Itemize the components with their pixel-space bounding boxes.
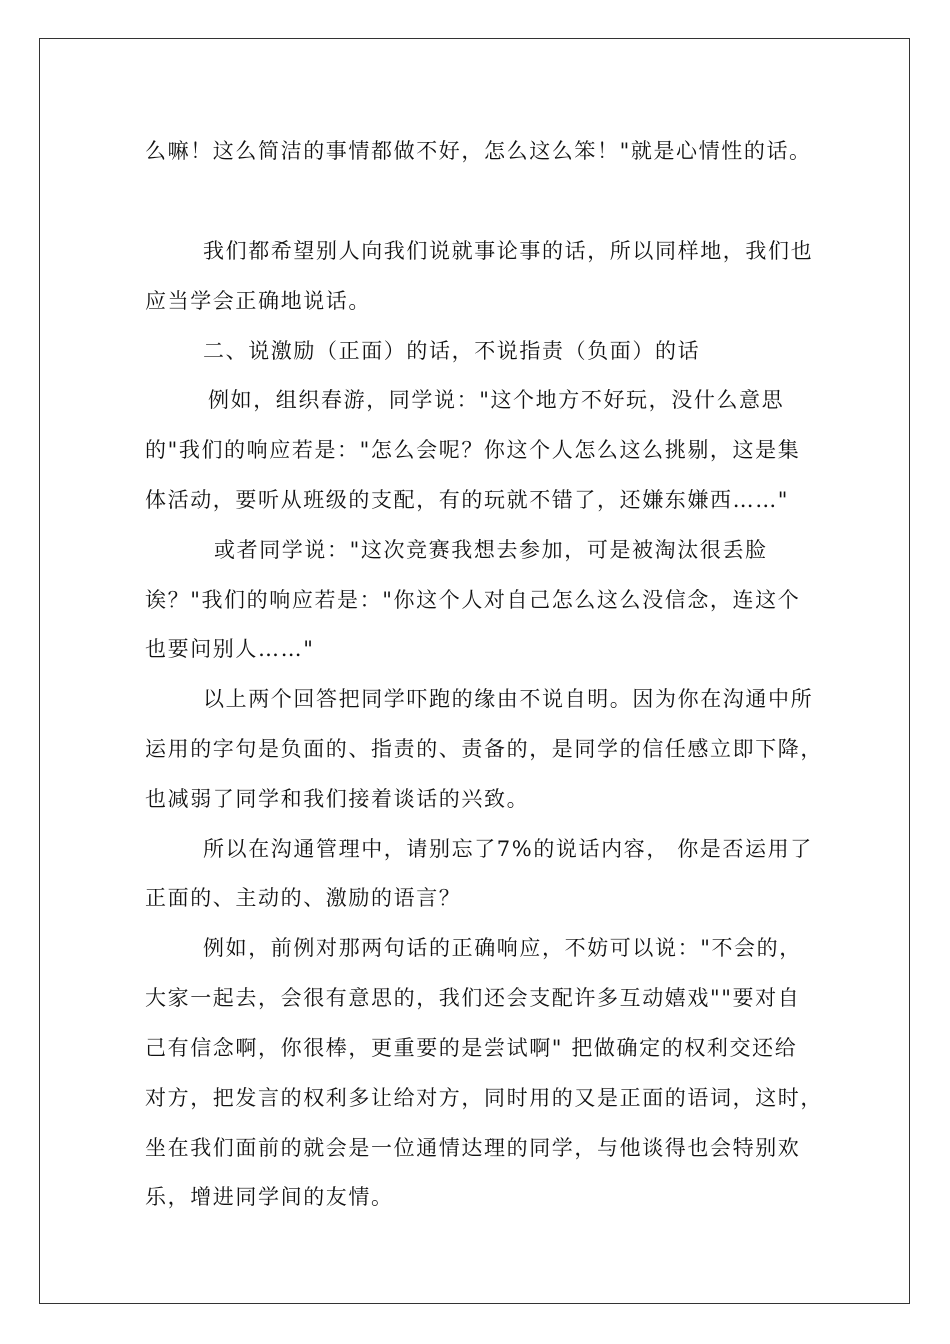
- text-line: 乐，增进同学间的友情。: [145, 1185, 394, 1209]
- text-line: 或者同学说："这次竞赛我想去参加，可是被淘汰很丢脸: [214, 538, 768, 562]
- text-line: 对方，把发言的权利多让给对方，同时用的又是正面的语词，这时，: [145, 1086, 823, 1110]
- page-border: [39, 38, 910, 1304]
- text-line: 也减弱了同学和我们接着谈话的兴致。: [145, 787, 530, 811]
- text-line: 正面的、主动的、激励的语言？: [145, 886, 462, 910]
- text-line: 体活动，要听从班级的支配，有的玩就不错了，还嫌东嫌西……": [145, 488, 790, 512]
- text-line: 例如，组织春游，同学说："这个地方不好玩，没什么意思: [208, 388, 785, 412]
- text-line: 以上两个回答把同学吓跑的缘由不说自明。因为你在沟通中所: [203, 687, 814, 711]
- section-heading: 二、说激励（正面）的话，不说指责（负面）的话: [203, 339, 701, 363]
- text-line: 么嘛！这么简洁的事情都做不好，怎么这么笨！"就是心情性的话。: [145, 139, 812, 163]
- text-line: 应当学会正确地说话。: [145, 289, 371, 313]
- text-line: 大家一起去，会很有意思的，我们还会支配许多互动嬉戏""要对自: [145, 986, 801, 1010]
- text-line: 我们都希望别人向我们说就事论事的话，所以同样地，我们也: [203, 239, 814, 263]
- text-line: 的"我们的响应若是："怎么会呢？你这个人怎么这么挑剔，这是集: [145, 438, 801, 462]
- text-line: 运用的字句是负面的、指责的、责备的，是同学的信任感立即下降，: [145, 737, 823, 761]
- text-line: 坐在我们面前的就会是一位通情达理的同学，与他谈得也会特别欢: [145, 1136, 801, 1160]
- text-line: 诶？"我们的响应若是："你这个人对自己怎么这么没信念，连这个: [145, 588, 801, 612]
- text-line: 也要问别人……": [145, 637, 315, 661]
- text-line: 己有信念啊，你很棒，更重要的是尝试啊" 把做确定的权利交还给: [145, 1036, 798, 1060]
- text-line: 所以在沟通管理中，请别忘了7%的说话内容， 你是否运用了: [203, 837, 813, 861]
- text-line: 例如，前例对那两句话的正确响应，不妨可以说："不会的，: [203, 936, 802, 960]
